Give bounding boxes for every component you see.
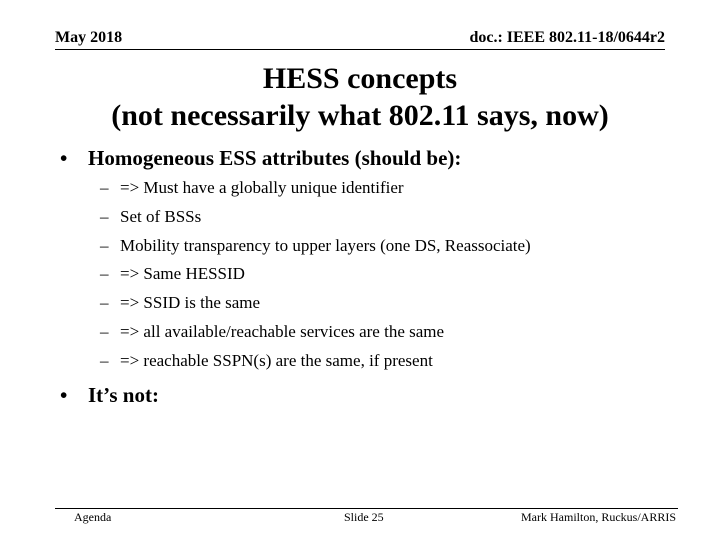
dash-marker: – bbox=[100, 206, 109, 226]
bullet-its-not bbox=[60, 383, 159, 408]
footer-slide-number: Slide 25 bbox=[344, 510, 384, 524]
slide-title bbox=[0, 60, 720, 134]
sub-bullet-text: => SSID is the same bbox=[120, 293, 261, 313]
sub-bullet-item bbox=[100, 264, 531, 293]
sub-bullet-list bbox=[100, 178, 531, 380]
sub-bullet-item bbox=[100, 293, 531, 322]
header-rule bbox=[55, 49, 665, 50]
header-date: May 2018 bbox=[55, 29, 123, 46]
footer-rule bbox=[55, 508, 678, 509]
slide-title-line-1: HESS concepts bbox=[262, 62, 458, 95]
bullet-text: It’s not: bbox=[88, 383, 159, 407]
sub-bullet-item bbox=[100, 178, 531, 207]
bullet-marker: • bbox=[60, 383, 68, 407]
footer-author: Mark Hamilton, Ruckus/ARRIS bbox=[521, 510, 676, 524]
sub-bullet-item bbox=[100, 207, 531, 236]
sub-bullet-item bbox=[100, 351, 531, 380]
bullet-homogeneous-ess bbox=[60, 146, 461, 171]
footer-agenda: Agenda bbox=[74, 510, 112, 524]
sub-bullet-text: => all available/reachable services are the same bbox=[120, 321, 445, 341]
sub-bullet-text: Set of BSSs bbox=[120, 206, 202, 226]
sub-bullet-text: => Must have a globally unique identifier bbox=[120, 178, 404, 197]
dash-marker: – bbox=[100, 350, 109, 370]
dash-marker: – bbox=[100, 178, 109, 197]
slide-title-line-2: (not necessarily what 802.11 says, now) bbox=[111, 99, 609, 132]
dash-marker: – bbox=[100, 321, 109, 341]
sub-bullet-text: => Same HESSID bbox=[120, 264, 245, 284]
dash-marker: – bbox=[100, 293, 109, 313]
bullet-text: Homogeneous ESS attributes (should be): bbox=[88, 146, 462, 170]
sub-bullet-text: Mobility transparency to upper layers (one DS, Reassociate) bbox=[120, 235, 531, 255]
sub-bullet-text: => reachable SSPN(s) are the same, if present bbox=[120, 350, 433, 370]
dash-marker: – bbox=[100, 235, 109, 255]
header-doc-id: doc.: IEEE 802.11-18/0644r2 bbox=[469, 29, 665, 46]
bullet-marker: • bbox=[60, 146, 68, 170]
dash-marker: – bbox=[100, 264, 109, 284]
sub-bullet-item bbox=[100, 236, 531, 265]
sub-bullet-item bbox=[100, 322, 531, 351]
